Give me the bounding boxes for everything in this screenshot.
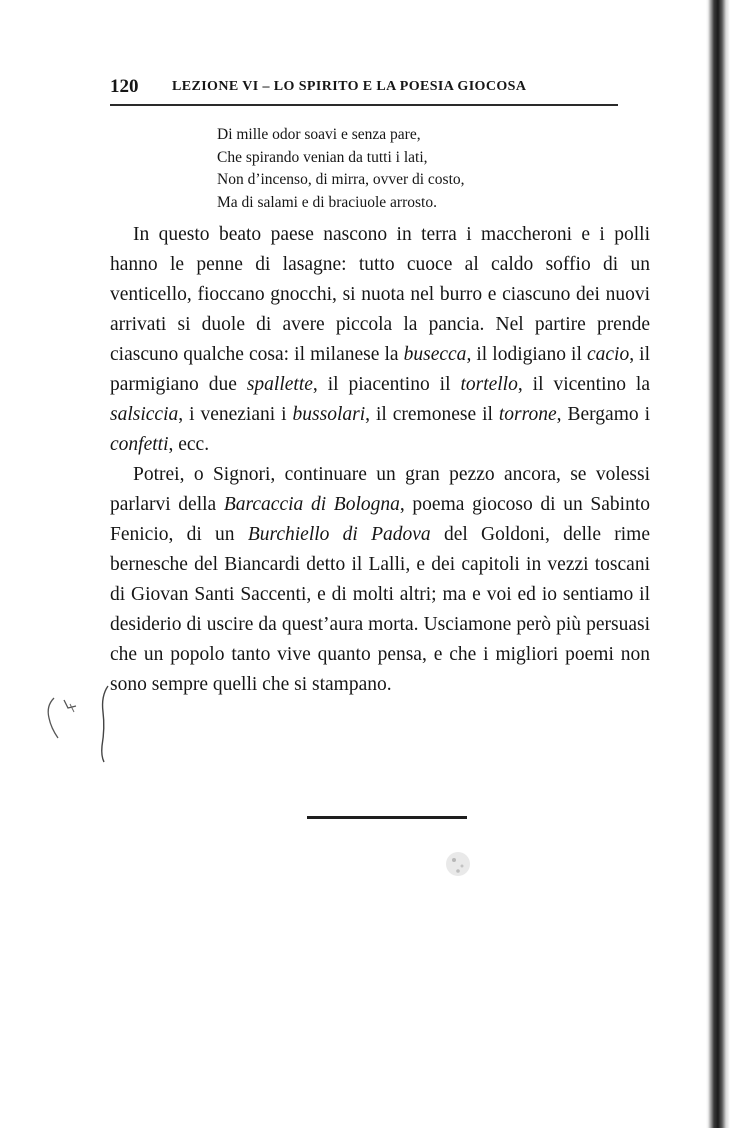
page-number: 120 (110, 76, 139, 97)
text-run: del Goldoni, delle rime bernesche del Biancardi detto il Lalli, e dei capitoli in vezzi toscani di Giovan Santi Saccenti, e di molti altri; ma e voi ed io sentiamo il desiderio di uscire da quest’aura morta. Usciamone però più persuasi che un popolo tanto vive quanto pensa, e che i migliori poemi non sono sempre quelli che si stampano. (110, 524, 650, 695)
running-head: LEZIONE VI – LO SPIRITO E LA POESIA GIOCOSA (172, 79, 527, 94)
italic-term: cacio (586, 344, 630, 365)
italic-term: spallette (246, 374, 313, 395)
verse-quote (217, 124, 465, 214)
italic-term: confetti (110, 434, 169, 455)
italic-term: tortello (460, 374, 518, 395)
verse-line: Ma di salami e di braciuole arrosto. (217, 193, 437, 211)
verse-line: Che spirando venian da tutti i lati, (217, 148, 428, 166)
text-run: , il lodigiano il (466, 344, 587, 365)
verse-line: Di mille odor soavi e senza pare, (217, 126, 421, 143)
pencil-bracket-icon (99, 684, 111, 764)
text-run: Potrei, o Signori, continuare un gran pezzo ancora, se volessi parlarvi della (110, 464, 650, 515)
body-text (110, 220, 650, 700)
text-run: In questo beato paese nascono in terra i maccheroni e i polli hanno le penne di lasagne: tutto cuoce al caldo soffio di un venticello, fioccano gnocchi, si nuota nel burro e ciascuno dei nuovi arrivati si duole di avere piccola la pancia. Nel partire prende ciascuno qualche cosa: il milanese la (110, 224, 650, 365)
text-run: , il vicentino la (517, 374, 651, 395)
italic-term: torrone (498, 404, 557, 425)
text-run: , il piacentino il (312, 374, 461, 395)
paragraph-1 (110, 220, 650, 460)
italic-term: busecca (403, 344, 467, 365)
pencil-mark-icon (40, 688, 80, 748)
ink-speck-icon (440, 846, 476, 884)
verse-line: Non d’incenso, di mirra, ovver di costo, (217, 171, 465, 188)
scan-edge (706, 0, 730, 1128)
italic-term: Burchiello di Padova (247, 524, 431, 545)
text-run: , i veneziani i (178, 404, 293, 425)
text-run: , il cremonese il (365, 404, 499, 425)
header-rule (110, 104, 618, 106)
end-rule (307, 816, 467, 819)
text-run: , Bergamo i (556, 404, 651, 425)
text-run: , ecc. (168, 434, 210, 455)
paragraph-2 (110, 460, 650, 700)
italic-term: Barcaccia di Bologna (223, 494, 400, 515)
page-header (110, 76, 618, 98)
text-run: , poema giocoso di un Sabinto Fenicio, di un (110, 494, 650, 545)
italic-term: bussolari (292, 404, 366, 425)
italic-term: salsiccia (110, 404, 179, 425)
text-run: , il parmigiano due (110, 344, 650, 395)
